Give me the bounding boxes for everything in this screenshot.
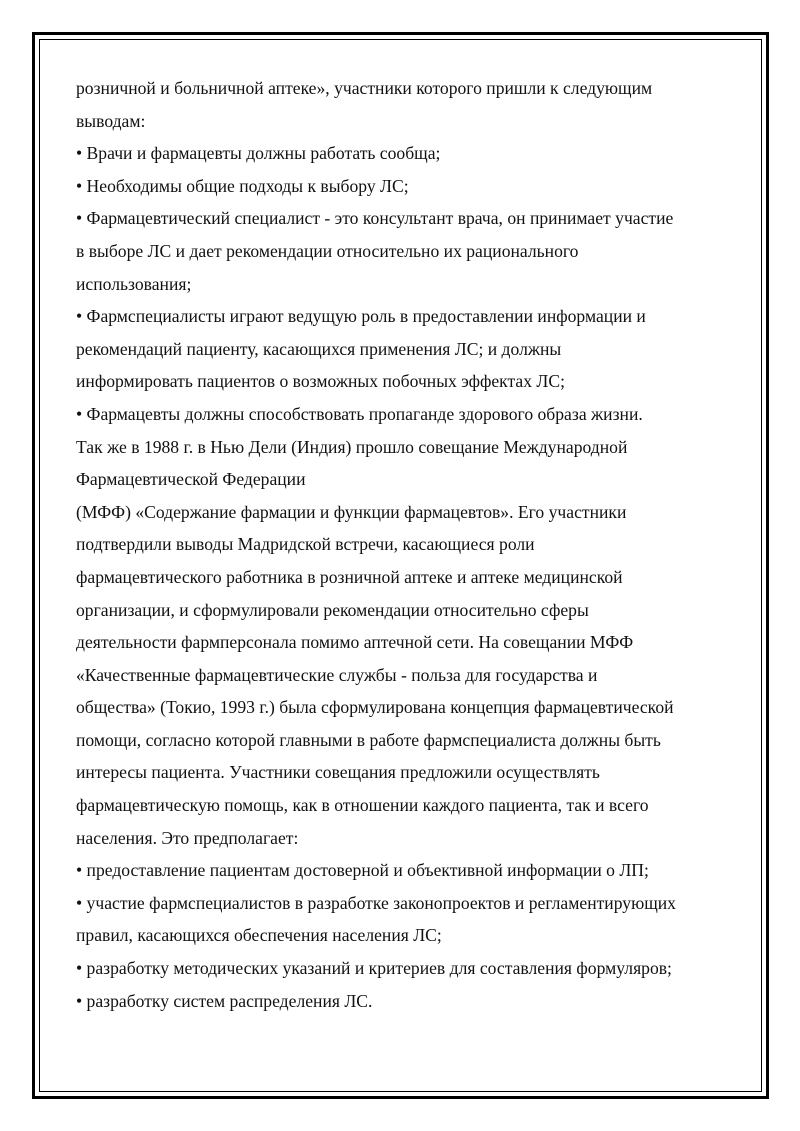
text-line: Так же в 1988 г. в Нью Дели (Индия) прошло совещание Международной xyxy=(76,436,628,457)
text-line: Фармацевтической Федерации xyxy=(76,469,306,490)
bullet-item: • участие фармспециалистов в разработке законопроектов и регламентирующих xyxy=(76,892,676,913)
text-line: розничной и больничной аптеке», участники которого пришли к следующим xyxy=(76,78,653,98)
text-line: информировать пациентов о возможных побочных эффектах ЛС; xyxy=(76,371,565,392)
text-line: использования; xyxy=(76,273,192,294)
bullet-item: • Фармацевтический специалист - это консультант врача, он принимает участие xyxy=(76,208,674,229)
bullet-item: • Фармспециалисты играют ведущую роль в предоставлении информации и xyxy=(76,306,646,327)
text-line: организации, и сформулировали рекомендации относительно сферы xyxy=(76,599,589,620)
text-line: населения. Это предполагает: xyxy=(76,827,299,848)
bullet-item: • Фармацевты должны способствовать пропаганде здорового образа жизни. xyxy=(76,403,643,424)
document-body xyxy=(76,72,736,1017)
bullet-item: • Необходимы общие подходы к выбору ЛС; xyxy=(76,175,409,196)
text-line: «Качественные фармацевтические службы - польза для государства и xyxy=(76,664,598,685)
text-line: выводам: xyxy=(76,110,146,131)
text-line: фармацевтического работника в розничной аптеке и аптеке медицинской xyxy=(76,566,623,587)
text-line: (МФФ) «Содержание фармации и функции фармацевтов». Его участники xyxy=(76,501,627,522)
bullet-item: • разработку систем распределения ЛС. xyxy=(76,990,373,1011)
bullet-item: • Врачи и фармацевты должны работать сообща; xyxy=(76,143,441,164)
text-line: подтвердили выводы Мадридской встречи, касающиеся роли xyxy=(76,534,535,555)
bullet-item: • разработку методических указаний и критериев для составления формуляров; xyxy=(76,958,672,979)
text-line: интересы пациента. Участники совещания предложили осуществлять xyxy=(76,762,600,783)
text-line: фармацевтическую помощь, как в отношении каждого пациента, так и всего xyxy=(76,795,649,816)
text-line: рекомендаций пациенту, касающихся применения ЛС; и должны xyxy=(76,338,562,359)
text-line: правил, касающихся обеспечения населения ЛС; xyxy=(76,925,442,946)
bullet-item: • предоставление пациентам достоверной и объективной информации о ЛП; xyxy=(76,860,649,881)
text-line: деятельности фармперсонала помимо аптечной сети. На совещании МФФ xyxy=(76,632,634,653)
text-line: в выборе ЛС и дает рекомендации относительно их рационального xyxy=(76,240,579,261)
text-line: помощи, согласно которой главными в работе фармспециалиста должны быть xyxy=(76,729,661,750)
text-line: общества» (Токио, 1993 г.) была сформулирована концепция фармацевтической xyxy=(76,697,674,718)
